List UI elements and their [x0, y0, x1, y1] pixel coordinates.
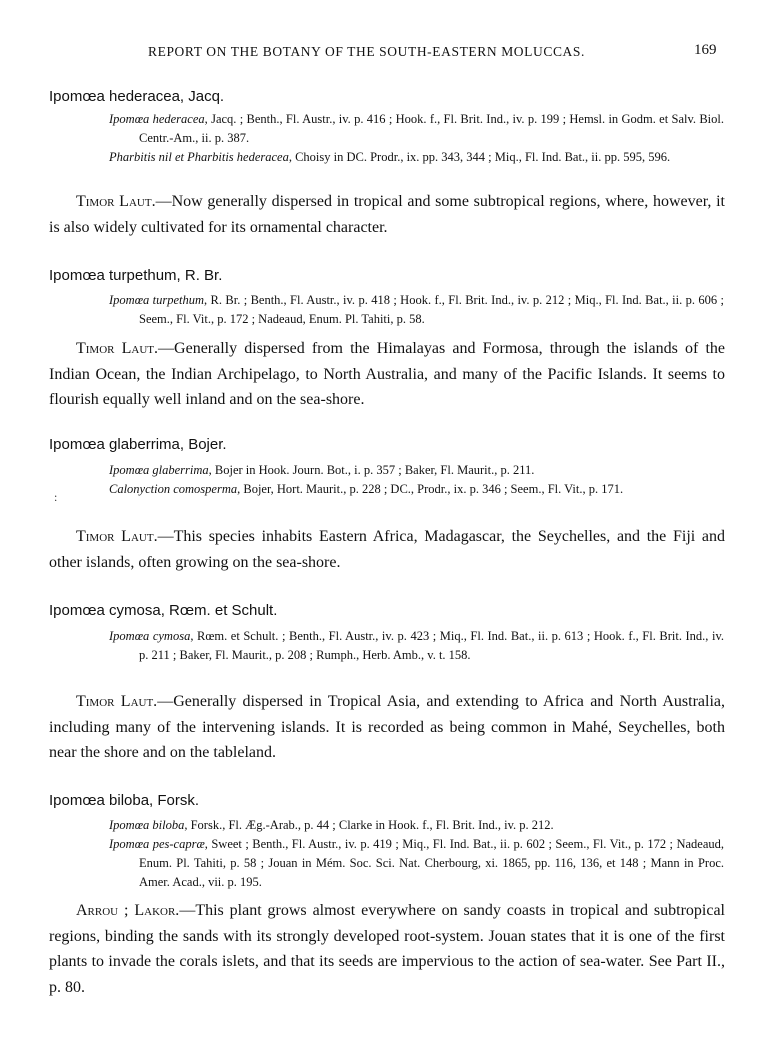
species-heading: Ipomœa glaberrima, Bojer. — [49, 436, 227, 453]
taxon-name: Pharbitis nil et Pharbitis hederacea — [109, 150, 289, 164]
page-number: 169 — [694, 42, 717, 58]
reference-line — [109, 291, 724, 329]
reference-line — [109, 110, 724, 148]
locality-label: Timor Laut. — [76, 693, 158, 710]
taxon-name: Ipomœa turpethum — [109, 293, 205, 307]
synonymy-references — [109, 627, 724, 665]
reference-text: , Choisy in DC. Prodr., ix. pp. 343, 344 ; Miq., Fl. Ind. Bat., ii. pp. 595, 596. — [288, 150, 671, 164]
reference-text: , Forsk., Fl. Æg.-Arab., p. 44 ; Clarke in Hook. f., Fl. Brit. Ind., iv. p. 212. — [184, 818, 554, 832]
reference-line — [109, 835, 724, 892]
distribution-text: —This species inhabits Eastern Africa, Madagascar, the Seychelles, and the Fiji and other islands, often growing on the sea-shore. — [49, 528, 725, 571]
taxon-name: Ipomœa cymosa — [109, 629, 191, 643]
locality-label: Timor Laut. — [76, 193, 156, 210]
reference-line — [109, 148, 724, 167]
reference-text: , Bojer, Hort. Maurit., p. 228 ; DC., Prodr., ix. p. 346 ; Seem., Fl. Vit., p. 171. — [237, 482, 624, 496]
taxon-name: Ipomœa hederacea — [109, 112, 205, 126]
taxon-name: Calonyction comosperma — [109, 482, 238, 496]
synonymy-references — [109, 816, 724, 892]
distribution-paragraph — [49, 189, 725, 240]
reference-text: , Sweet ; Benth., Fl. Austr., iv. p. 419 ; Miq., Fl. Ind. Bat., ii. p. 602 ; Seem., Fl. Vit., p. 172 ; Nadeaud, Enum. Pl. Tahiti, p. 58 ; Jouan in Mém. Soc. Sci. Nat. Cherbourg, xi. 1865, pp. 116, 136, et 148 ; Mann in Proc. Amer. Acad., vii. p. 195. — [139, 837, 725, 889]
taxon-name: Ipomœa biloba — [109, 818, 185, 832]
distribution-paragraph — [49, 336, 725, 413]
distribution-paragraph — [49, 689, 725, 766]
reference-line — [109, 816, 724, 835]
running-title: REPORT ON THE BOTANY OF THE SOUTH-EASTERN MOLUCCAS. — [148, 44, 585, 59]
taxon-name: Ipomœa pes-capræ — [109, 837, 205, 851]
reference-text: , R. Br. ; Benth., Fl. Austr., iv. p. 418 ; Hook. f., Fl. Brit. Ind., iv. p. 212 ; Miq., Fl. Ind. Bat., ii. p. 606 ; Seem., Fl. Vit., p. 172 ; Nadeaud, Enum. Pl. Tahiti, p. 58. — [139, 293, 724, 326]
reference-text: , Bojer in Hook. Journ. Bot., i. p. 357 ; Baker, Fl. Maurit., p. 211. — [208, 463, 535, 477]
distribution-text: —Generally dispersed in Tropical Asia, and extending to Africa and North Australia, including many of the intervening islands. It is recorded as being common in Mahé, Seychelles, both near the shore and on the tableland. — [49, 693, 725, 761]
reference-text: , Rœm. et Schult. ; Benth., Fl. Austr., iv. p. 423 ; Miq., Fl. Ind. Bat., ii. p. 613 ; Hook. f., Fl. Brit. Ind., iv. p. 211 ; Baker, Fl. Maurit., p. 208 ; Rumph., Herb. Amb., v. t. 158. — [139, 629, 725, 662]
reference-line — [109, 627, 724, 665]
synonymy-references — [109, 110, 724, 167]
distribution-paragraph — [49, 524, 725, 575]
reference-line — [109, 461, 724, 480]
distribution-text: —Generally dispersed from the Himalayas and Formosa, through the islands of the Indian Ocean, the Indian Archipelago, to North Australia, and many of the Pacific Islands. It seems to flourish equally well inland and on the sea-shore. — [49, 340, 725, 408]
species-heading: Ipomœa hederacea, Jacq. — [49, 88, 225, 105]
distribution-paragraph — [49, 898, 725, 1000]
reference-text: , Jacq. ; Benth., Fl. Austr., iv. p. 416 ; Hook. f., Fl. Brit. Ind., iv. p. 199 ; Hemsl. in Godm. et Salv. Biol. Centr.-Am., ii. p. 387. — [139, 112, 724, 145]
locality-label: Timor Laut. — [76, 340, 159, 357]
locality-label: Timor Laut. — [76, 528, 158, 545]
running-header — [0, 44, 776, 66]
reference-line — [109, 480, 724, 499]
taxon-name: Ipomœa glaberrima — [109, 463, 209, 477]
species-heading: Ipomœa biloba, Forsk. — [49, 792, 200, 809]
margin-mark: : — [54, 490, 58, 504]
locality-label: Arrou ; Lakor. — [76, 902, 180, 919]
distribution-text: —Now generally dispersed in tropical and some subtropical regions, where, however, it is also widely cultivated for its ornamental character. — [49, 193, 725, 236]
distribution-text: —This plant grows almost everywhere on sandy coasts in tropical and subtropical regions, binding the sands with its strongly developed root-system. Jouan states that it is one of the first plants to invade the corals islets, and that its seeds are impervious to the action of sea-water. See Part II., p. 80. — [49, 902, 725, 996]
synonymy-references — [109, 461, 724, 499]
species-heading: Ipomœa cymosa, Rœm. et Schult. — [49, 602, 278, 619]
synonymy-references — [109, 291, 724, 329]
species-heading: Ipomœa turpethum, R. Br. — [49, 267, 223, 284]
